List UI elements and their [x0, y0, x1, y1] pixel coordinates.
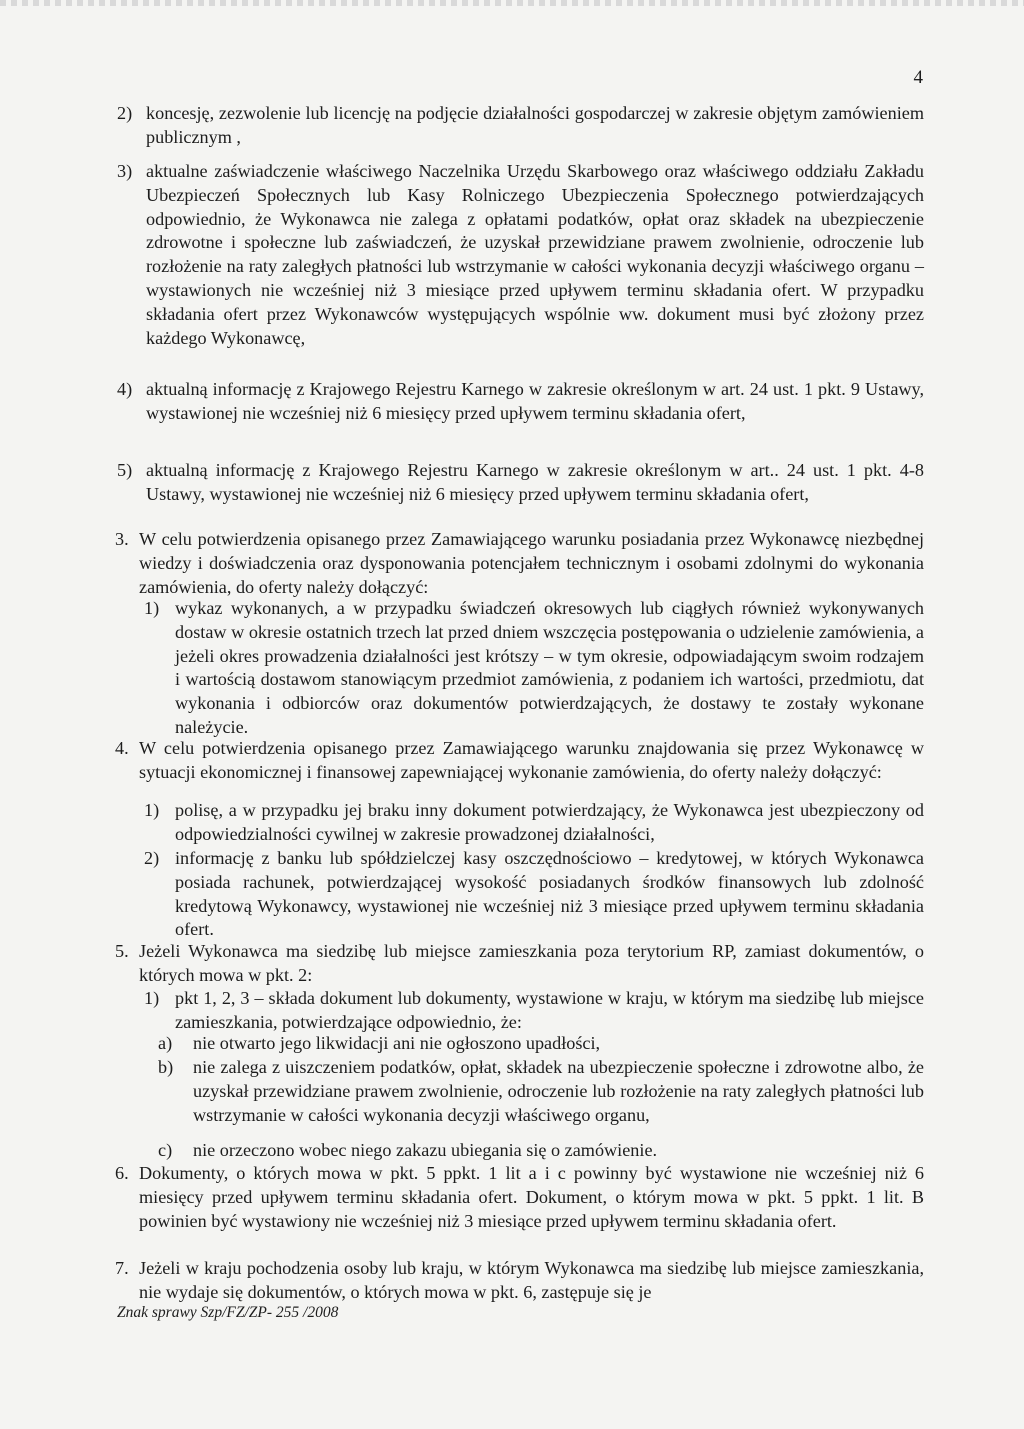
list-item-text: nie orzeczono wobec niego zakazu ubiegania się o zamówienie.: [193, 1140, 658, 1160]
section-text: W celu potwierdzenia opisanego przez Zamawiającego warunku posiadania przez Wykonawcę niezbędnej wiedzy i doświadczenia oraz dysponowania potencjałem technicznym i osobami zdolnymi do wykonania zamówienia, do oferty należy dołączyć:: [139, 529, 924, 597]
list-marker: 1): [144, 598, 160, 618]
section-text: Dokumenty, o których mowa w pkt. 5 ppkt. 1 lit a i c powinny być wystawione nie wcześniej niż 6 miesięcy przed upływem terminu składania ofert. Dokument, o którym mowa w pkt. 5 ppkt. 1 lit. B powinien być wystawiony nie wcześniej niż 3 miesiące przed upływem terminu składania ofert.: [139, 1163, 924, 1231]
list-marker: a): [158, 1033, 173, 1053]
list-marker: 4): [117, 379, 133, 399]
scan-top-edge: [0, 0, 1024, 6]
list-item-text: aktualną informację z Krajowego Rejestru Karnego w zakresie określonym w art. 24 ust. 1 pkt. 9 Ustawy, wystawionej nie wcześniej niż 6 miesięcy przed upływem terminu składania ofert,: [146, 379, 924, 423]
list-marker: 2): [117, 103, 133, 123]
case-reference-footer: Znak sprawy Szp/FZ/ZP- 255 /2008: [117, 1304, 339, 1321]
section-number: 5.: [115, 941, 129, 961]
list-marker: 1): [144, 800, 160, 820]
section-text: Jeżeli w kraju pochodzenia osoby lub kraju, w którym Wykonawca ma siedzibę lub miejsce zamieszkania, nie wydaje się dokumentów, o których mowa w pkt. 6, zastępuje się je: [139, 1258, 924, 1302]
list-item-text: nie zalega z uiszczeniem podatków, opłat, składek na ubezpieczenie społeczne i zdrowotne albo, że uzyskał przewidziane prawem zwolnienie, odroczenie lub rozłożenie na raty zaległych płatności lub wstrzymanie w całości wykonania decyzji właściwego organu,: [193, 1057, 924, 1125]
list-marker: 1): [144, 988, 160, 1008]
list-item-text: polisę, a w przypadku jej braku inny dokument potwierdzający, że Wykonawca jest ubezpieczony od odpowiedzialności cywilnej w zakresie prowadzonej działalności,: [175, 800, 924, 844]
section-number: 4.: [115, 738, 129, 758]
section-text: W celu potwierdzenia opisanego przez Zamawiającego warunku znajdowania się przez Wykonawcę w sytuacji ekonomicznej i finansowej zapewniającej wykonanie zamówienia, do oferty należy dołączyć:: [139, 738, 924, 782]
list-marker: b): [158, 1057, 174, 1077]
section-number: 3.: [115, 529, 129, 549]
list-item-text: pkt 1, 2, 3 – składa dokument lub dokumenty, wystawione w kraju, w którym ma siedzibę lub miejsce zamieszkania, potwierdzające odpowiednio, że:: [175, 988, 924, 1032]
list-item-text: aktualne zaświadczenie właściwego Naczelnika Urzędu Skarbowego oraz właściwego oddziału Zakładu Ubezpieczeń Społecznych lub Kasy Rolniczego Ubezpieczenia Społecznego potwierdzających odpowiednio, że Wykonawca nie zalega z opłatami podatków, opłat oraz składek na ubezpieczenie zdrowotne i społeczne lub zaświadczeń, że uzyskał przewidziane prawem zwolnienie, odroczenie lub rozłożenie na raty zaległych płatności lub wstrzymanie w całości wykonania decyzji właściwego organu – wystawionych nie wcześniej niż 3 miesiące przed upływem terminu składania ofert. W przypadku składania ofert przez Wykonawców występujących wspólnie ww. dokument musi być złożony przez każdego Wykonawcę,: [146, 161, 924, 348]
list-marker: 3): [117, 161, 133, 181]
section-text: Jeżeli Wykonawca ma siedzibę lub miejsce zamieszkania poza terytorium RP, zamiast dokumentów, o których mowa w pkt. 2:: [139, 941, 924, 985]
page-number: 4: [913, 67, 923, 88]
list-item-text: aktualną informację z Krajowego Rejestru Karnego w zakresie określonym w art.. 24 ust. 1 pkt. 4-8 Ustawy, wystawionej nie wcześniej niż 6 miesięcy przed upływem terminu składania ofert,: [146, 460, 924, 504]
list-item-text: wykaz wykonanych, a w przypadku świadczeń okresowych lub ciągłych również wykonywanych dostaw w okresie ostatnich trzech lat przed dniem wszczęcia postępowania o udzielenie zamówienia, a jeżeli okres prowadzenia działalności jest krótszy – w tym okresie, odpowiadającym swoim rodzajem i wartością dostawom stanowiącym przedmiot zamówienia, z podaniem ich wartości, przedmiotu, dat wykonania i odbiorców oraz dokumentów potwierdzających, że dostawy te zostały wykonane należycie.: [175, 598, 924, 737]
list-marker: 2): [144, 848, 160, 868]
list-marker: 5): [117, 460, 133, 480]
section-number: 7.: [115, 1258, 129, 1278]
section-number: 6.: [115, 1163, 129, 1183]
list-item-text: koncesję, zezwolenie lub licencję na podjęcie działalności gospodarczej w zakresie objętym zamówieniem publicznym ,: [146, 103, 924, 147]
list-marker: c): [158, 1140, 173, 1160]
list-item-text: nie otwarto jego likwidacji ani nie ogłoszono upadłości,: [193, 1033, 601, 1053]
list-item-text: informację z banku lub spółdzielczej kasy oszczędnościowo – kredytowej, w których Wykonawca posiada rachunek, potwierdzającej wysokość posiadanych środków finansowych lub zdolność kredytową Wykonawcy, wystawionej nie wcześniej niż 3 miesiące przed upływem terminu składania ofert.: [175, 848, 924, 940]
